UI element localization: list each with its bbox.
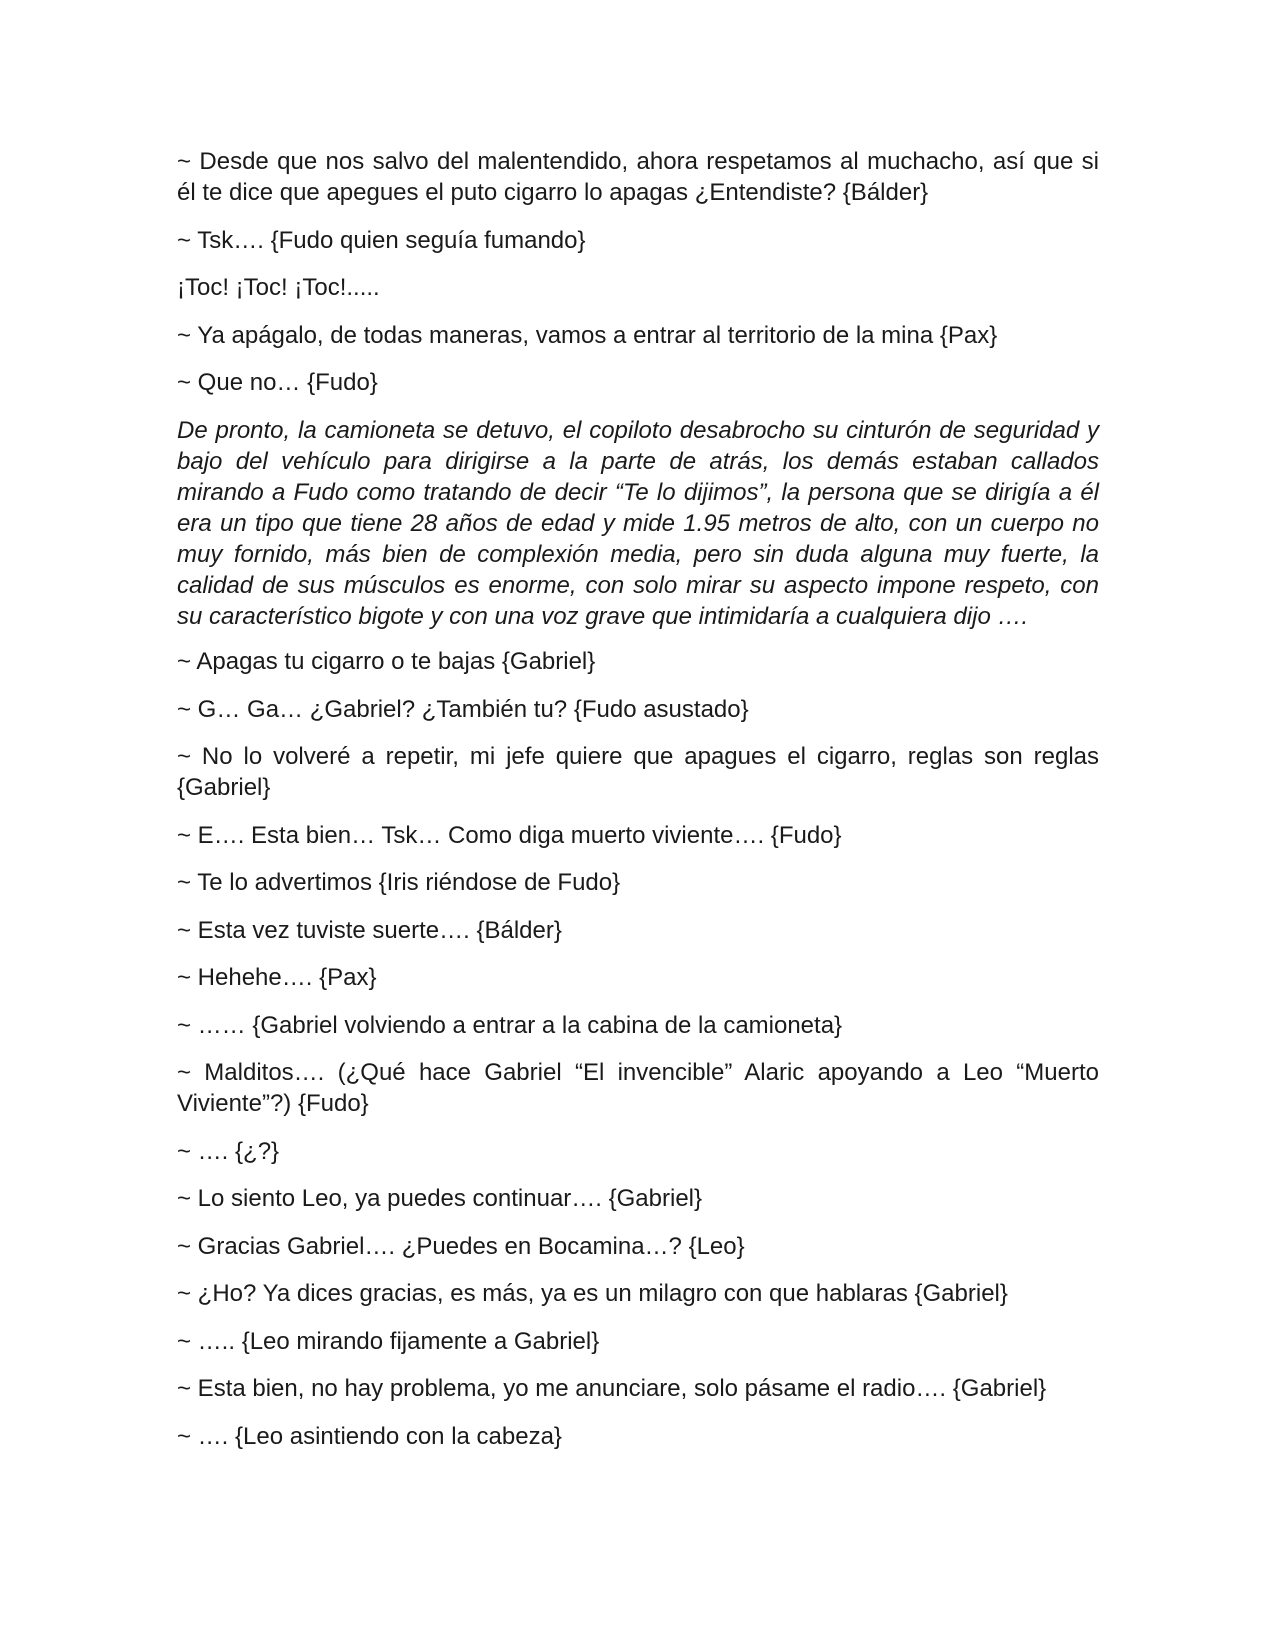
dialogue-line: ~ Hehehe…. {Pax} <box>177 964 377 991</box>
dialogue-line: ~ Te lo advertimos {Iris riéndose de Fudo} <box>177 869 621 896</box>
dialogue-line: ~ Esta bien, no hay problema, yo me anunciare, solo pásame el radio…. {Gabriel} <box>177 1375 1047 1402</box>
dialogue-line: ~ Malditos…. (¿Qué hace Gabriel “El invencible” Alaric apoyando a Leo “Muerto Viviente”?) {Fudo} <box>177 1059 1099 1117</box>
dialogue-line: ~ Apagas tu cigarro o te bajas {Gabriel} <box>177 648 596 675</box>
dialogue-line: ~ Desde que nos salvo del malentendido, ahora respetamos al muchacho, así que si él te dice que apegues el puto cigarro lo apagas ¿Entendiste? {Bálder} <box>177 148 1099 206</box>
dialogue-line: ~ …. {Leo asintiendo con la cabeza} <box>177 1422 562 1450</box>
dialogue-line: ~ Esta vez tuviste suerte…. {Bálder} <box>177 916 562 944</box>
text-body <box>177 146 1099 1468</box>
dialogue-line: ~ …. {¿?} <box>177 1137 280 1165</box>
sound-effect-line: ¡Toc! ¡Toc! ¡Toc!..... <box>177 274 380 301</box>
dialogue-line: ~ No lo volveré a repetir, mi jefe quiere que apagues el cigarro, reglas son reglas {Gabriel} <box>177 743 1099 801</box>
dialogue-line: ~ …… {Gabriel volviendo a entrar a la cabina de la camioneta} <box>177 1011 843 1039</box>
dialogue-line: ~ Lo siento Leo, ya puedes continuar…. {Gabriel} <box>177 1185 703 1212</box>
dialogue-line: ~ ….. {Leo mirando fijamente a Gabriel} <box>177 1327 600 1355</box>
dialogue-line: ~ ¿Ho? Ya dices gracias, es más, ya es un milagro con que hablaras {Gabriel} <box>177 1280 1008 1307</box>
dialogue-line: ~ Que no… {Fudo} <box>177 369 378 396</box>
dialogue-line: ~ Tsk…. {Fudo quien seguía fumando} <box>177 226 586 254</box>
narration-paragraph: De pronto, la camioneta se detuvo, el copiloto desabrocho su cinturón de seguridad y bajo del vehículo para dirigirse a la parte de atrás, los demás estaban callados mirando a Fudo como tratando de decir “Te lo dijimos”, la persona que se dirigía a él era un tipo que tiene 28 años de edad y mide 1.95 metros de alto, con un cuerpo no muy fornido, más bien de complexión media, pero sin duda alguna muy fuerte, la calidad de sus músculos es enorme, con solo mirar su aspecto impone respeto, con su característico bigote y con una voz grave que intimidaría a cualquiera dijo …. <box>177 416 1099 630</box>
dialogue-line: ~ Ya apágalo, de todas maneras, vamos a entrar al territorio de la mina {Pax} <box>177 321 998 349</box>
dialogue-line: ~ G… Ga… ¿Gabriel? ¿También tu? {Fudo asustado} <box>177 695 749 723</box>
dialogue-line: ~ E…. Esta bien… Tsk… Como diga muerto viviente…. {Fudo} <box>177 821 842 849</box>
dialogue-line: ~ Gracias Gabriel…. ¿Puedes en Bocamina…? {Leo} <box>177 1232 745 1260</box>
